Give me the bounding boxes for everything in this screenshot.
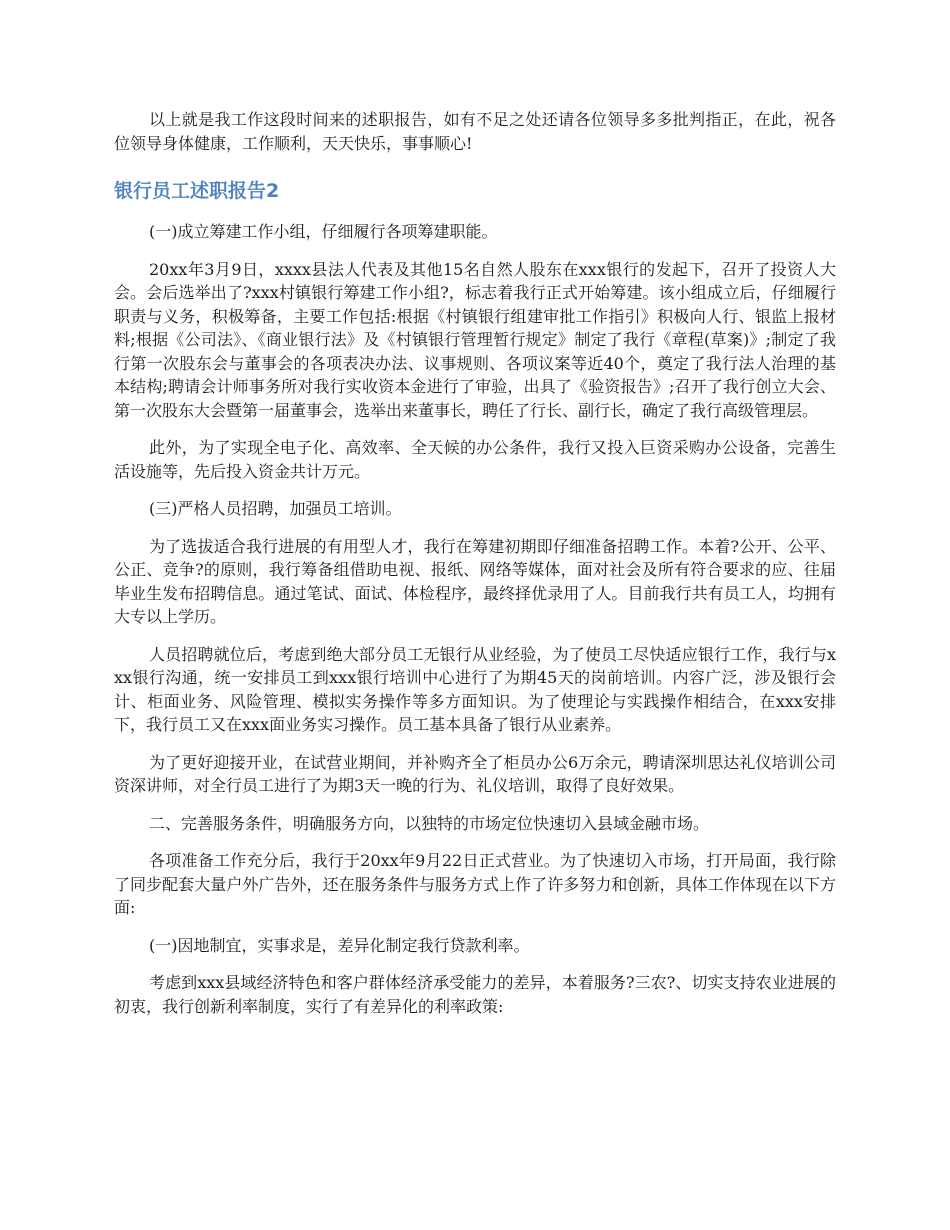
body-paragraph: (一)因地制宜，实事求是，差异化制定我行贷款利率。	[149, 935, 530, 955]
body-paragraph: 二、完善服务条件，明确服务方向，以独特的市场定位快速切入县域金融市场。	[149, 813, 710, 833]
document-body	[114, 108, 836, 1018]
body-paragraph: 为了选拔适合我行进展的有用型人才，我行在筹建初期即仔细准备招聘工作。本着?公开、公平、公正、竞争?的原则，我行筹备组借助电视、报纸、网络等媒体，面对社会及所有符合要求的应、往届毕业生发布招聘信息。通过笔试、面试、体检程序，最终择优录用了人。目前我行共有员工人，均拥有大专以上学历。	[114, 536, 836, 626]
body-paragraph: 20xx年3月9日，xxxx县法人代表及其他15名自然人股东在xxx银行的发起下，召开了投资人大会。会后选举出了?xxx村镇银行筹建工作小组?，标志着我行正式开始筹建。该小组成立后，仔细履行职责与义务，积极筹备，主要工作包括:根据《村镇银行组建审批工作指引》积极向人行、银监上报材料;根据《公司法》、《商业银行法》及《村镇银行管理暂行规定》制定了我行《章程(草案)》;制定了我行第一次股东会与董事会的各项表决办法、议事规则、各项议案等近40个，奠定了我行法人治理的基本结构;聘请会计师事务所对我行实收资本金进行了审验，出具了《验资报告》;召开了我行创立大会、第一次股东大会暨第一届董事会，选举出来董事长，聘任了行长、副行长，确定了我行高级管理层。	[114, 259, 836, 420]
body-paragraph: 此外，为了实现全电子化、高效率、全天候的办公条件，我行又投入巨资采购办公设备，完善生活设施等，先后投入资金共计万元。	[114, 438, 836, 481]
body-paragraph: 人员招聘就位后，考虑到绝大部分员工无银行从业经验，为了使员工尽快适应银行工作，我行与xxx银行沟通，统一安排员工到xxx银行培训中心进行了为期45天的岗前培训。内容广泛，涉及银行会计、柜面业务、风险管理、模拟实务操作等多方面知识。为了使理论与实践操作相结合，在xxx安排下，我行员工又在xxx面业务实习操作。员工基本具备了银行从业素养。	[114, 644, 836, 734]
body-paragraph: 考虑到xxx县域经济特色和客户群体经济承受能力的差异，本着服务?三农?、切实支持农业进展的初衷，我行创新利率制度，实行了有差异化的利率政策:	[114, 973, 836, 1016]
body-paragraph: 各项准备工作充分后，我行于20xx年9月22日正式营业。为了快速切入市场，打开局面，我行除了同步配套大量户外广告外，还在服务条件与服务方式上作了许多努力和创新，具体工作体现在以下方面:	[114, 851, 836, 917]
body-paragraph: (一)成立筹建工作小组，仔细履行各项筹建职能。	[149, 222, 498, 241]
section-heading: 银行员工述职报告2	[114, 180, 280, 202]
body-paragraph: 为了更好迎接开业，在试营业期间，并补购齐全了柜员办公6万余元，聘请深圳思达礼仪培训公司资深讲师，对全行员工进行了为期3天一晚的行为、礼仪培训，取得了良好效果。	[114, 752, 836, 795]
body-paragraph: (三)严格人员招聘，加强员工培训。	[149, 499, 402, 518]
intro-paragraph: 以上就是我工作这段时间来的述职报告，如有不足之处还请各位领导多多批判指正，在此，祝各位领导身体健康，工作顺利，天天快乐，事事顺心!	[114, 110, 836, 153]
